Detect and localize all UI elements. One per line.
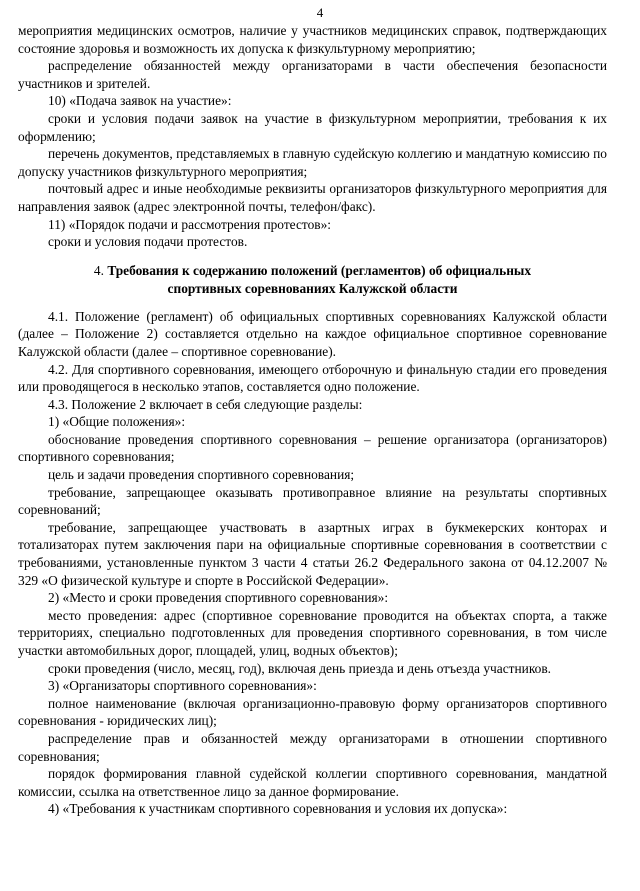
paragraph: почтовый адрес и иные необходимые реквизиты организаторов физкультурного мероприятия для направления заявок (адрес электронной почты, телефон/факс). [18,181,607,214]
paragraph: перечень документов, представляемых в главную судейскую коллегию и мандатную комиссию по допуску участников физкультурного мероприятия; [18,146,607,179]
section-continuation [18,22,607,251]
paragraph: сроки и условия подачи заявок на участие в физкультурном мероприятии, требования к их оформлению; [18,110,607,144]
paragraph: 11) «Порядок подачи и рассмотрения протестов»: [48,216,332,232]
paragraph: сроки проведения (число, месяц, год), включая день приезда и день отъезда участников. [48,660,552,676]
paragraph: место проведения: адрес (спортивное соревнование проводится на объектах спорта, а также территориях, специально подготовленных для проведения спортивного соревнования, в том числе участки автомобильных дорог, площадей, улиц, водных объектов); [18,607,607,658]
page-number: 4 [316,5,324,20]
paragraph: полное наименование (включая организационно-правовую форму организаторов спортивного соревнования - юридических лиц); [18,695,607,729]
document-body [18,22,607,818]
paragraph: обоснование проведения спортивного соревнования – решение организатора (организаторов) спортивного соревнования; [18,431,607,465]
paragraph: порядок формирования главной судейской коллегии спортивного соревнования, мандатной комиссии, ссылка на ответственное лицо за данное формирование. [18,766,607,799]
paragraph: цель и задачи проведения спортивного соревнования; [48,467,355,483]
section-heading-line-1 [18,262,607,280]
section-4-body [18,308,607,818]
section-heading [18,262,607,298]
paragraph: распределение обязанностей между организаторами в части обеспечения безопасности участников и зрителей. [18,58,607,91]
paragraph: 2) «Место и сроки проведения спортивного соревнования»: [48,590,389,606]
paragraph: 4.3. Положение 2 включает в себя следующие разделы: [48,396,363,412]
paragraph: 4.1. Положение (регламент) об официальных спортивных соревнованиях Калужской области (далее – Положение 2) составляется отдельно на каждое официальное спортивное соревнование Калужской области (далее – спортивное соревнование). [18,308,607,359]
paragraph: 3) «Организаторы спортивного соревнования»: [48,678,317,694]
section-title-part-1: Требования к содержанию положений (регламентов) об официальных [107,262,532,278]
section-title-part-2: спортивных соревнованиях Калужской области [167,280,458,296]
paragraph: 10) «Подача заявок на участие»: [48,93,232,109]
paragraph: распределение прав и обязанностей между организаторами в отношении спортивного соревнования; [18,730,607,764]
paragraph: сроки и условия подачи протестов. [48,234,248,250]
section-number: 4. [93,262,104,278]
paragraph: 4) «Требования к участникам спортивного соревнования и условия их допуска»: [48,801,508,817]
paragraph: мероприятия медицинских осмотров, наличие у участников медицинских справок, подтверждающих состояние здоровья и возможность их допуска к физкультурному мероприятию; [18,23,607,56]
paragraph: требование, запрещающее участвовать в азартных играх в букмекерских конторах и тотализаторах путем заключения пари на официальные спортивные соревнования в соответствии с требованиями, установленные пунктом 3 части 4 статьи 26.2 Федерального закона от 04.12.2007 № 329 «О физической культуре и спорте в Российской Федерации». [18,519,607,588]
paragraph: требование, запрещающее оказывать противоправное влияние на результаты спортивных соревнований; [18,484,607,518]
paragraph: 1) «Общие положения»: [48,414,186,430]
paragraph: 4.2. Для спортивного соревнования, имеющего отборочную и финальную стадии его проведения или проводящегося в несколько этапов, составляется одно положение. [18,361,607,395]
